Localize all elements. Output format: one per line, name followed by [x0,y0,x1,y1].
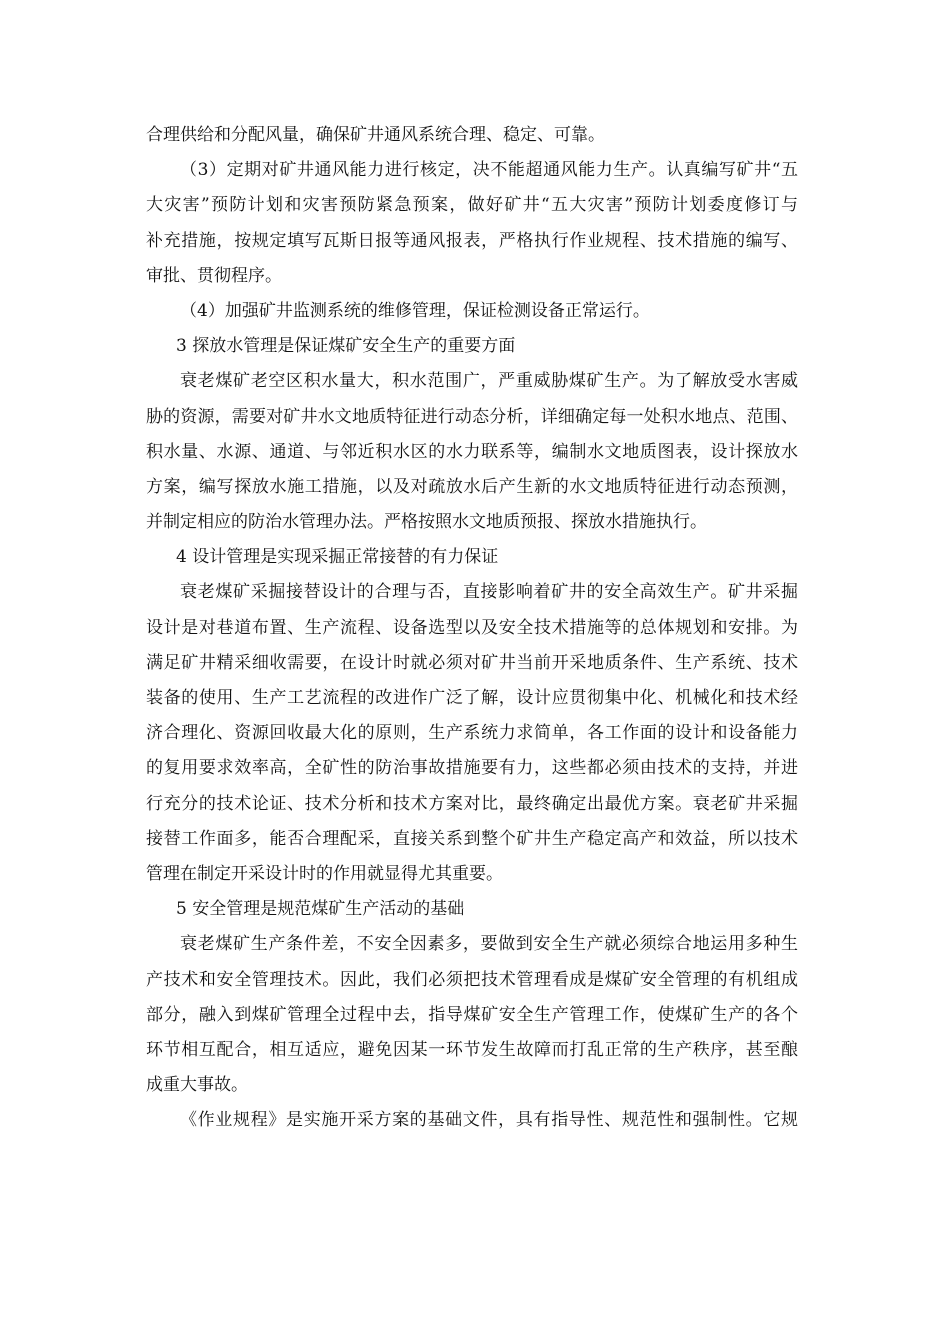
paragraph-line: 大灾害”预防计划和灾害预防紧急预案，做好矿井“五大灾害”预防计划委度修订与 [146,195,798,216]
paragraph-line: 胁的资源，需要对矿井水文地质特征进行动态分析，详细确定每一处积水地点、范围、 [146,406,798,427]
paragraph-line: 接替工作面多，能否合理配采，直接关系到整个矿井生产稳定高产和效益，所以技术 [146,828,798,849]
paragraph-line: 管理在制定开采设计时的作用就显得尤其重要。 [146,863,503,884]
paragraph-line: 衰老煤矿采掘接替设计的合理与否，直接影响着矿井的安全高效生产。矿井采掘 [180,582,798,603]
paragraph-line: 满足矿井精采细收需要，在设计时就必须对矿井当前开采地质条件、生产系统、技术 [146,652,798,673]
paragraph-line: 方案，编写探放水施工措施，以及对疏放水后产生新的水文地质特征进行动态预测， [146,476,798,497]
paragraph-line: 《作业规程》是实施开采方案的基础文件，具有指导性、规范性和强制性。它规 [180,1110,798,1131]
paragraph-line: 装备的使用、生产工艺流程的改进作广泛了解，设计应贯彻集中化、机械化和技术经 [146,688,798,708]
paragraph-line: 产技术和安全管理技术。因此，我们必须把技术管理看成是煤矿安全管理的有机组成 [146,969,798,990]
paragraph-line: 衰老煤矿老空区积水量大，积水范围广，严重威胁煤矿生产。为了解放受水害威 [180,371,798,392]
paragraph-line: 并制定相应的防治水管理办法。严格按照水文地质预报、探放水措施执行。 [146,512,707,533]
paragraph-line: 设计是对巷道布置、生产流程、设备选型以及安全技术措施等的总体规划和安排。为 [146,617,798,638]
paragraph-line: 部分，融入到煤矿管理全过程中去，指导煤矿安全生产管理工作，使煤矿生产的各个 [146,1004,798,1025]
section-heading: 4 设计管理是实现采掘正常接替的有力保证 [176,547,499,568]
paragraph-line: 合理供给和分配风量，确保矿井通风系统合理、稳定、可靠。 [146,125,605,145]
section-heading: 5 安全管理是规范煤矿生产活动的基础 [176,899,465,920]
paragraph-line: 衰老煤矿生产条件差，不安全因素多，要做到安全生产就必须综合地运用多种生 [180,934,798,955]
paragraph-line: 行充分的技术论证、技术分析和技术方案对比，最终确定出最优方案。衰老矿井采掘 [146,793,798,814]
paragraph-line: 补充措施，按规定填写瓦斯日报等通风报表，严格执行作业规程、技术措施的编写、 [146,230,798,251]
section-heading: 3 探放水管理是保证煤矿安全生产的重要方面 [176,336,516,357]
paragraph-line: 成重大事故。 [146,1075,248,1096]
document-body [146,118,798,1138]
paragraph-line: （4）加强矿井监测系统的维修管理，保证检测设备正常运行。 [180,300,650,321]
paragraph-line: 审批、贯彻程序。 [146,265,282,286]
paragraph-line: 济合理化、资源回收最大化的原则，生产系统力求简单，各工作面的设计和设备能力 [146,723,798,744]
paragraph-line: （3）定期对矿井通风能力进行核定，决不能超通风能力生产。认真编写矿井“五 [180,160,798,181]
paragraph-line: 环节相互配合，相互适应，避免因某一环节发生故障而打乱正常的生产秩序，甚至酿 [146,1039,798,1060]
paragraph-line: 积水量、水源、通道、与邻近积水区的水力联系等，编制水文地质图表，设计探放水 [146,441,798,462]
paragraph-line: 的复用要求效率高，全矿性的防治事故措施要有力，这些都必须由技术的支持，并进 [146,758,798,779]
